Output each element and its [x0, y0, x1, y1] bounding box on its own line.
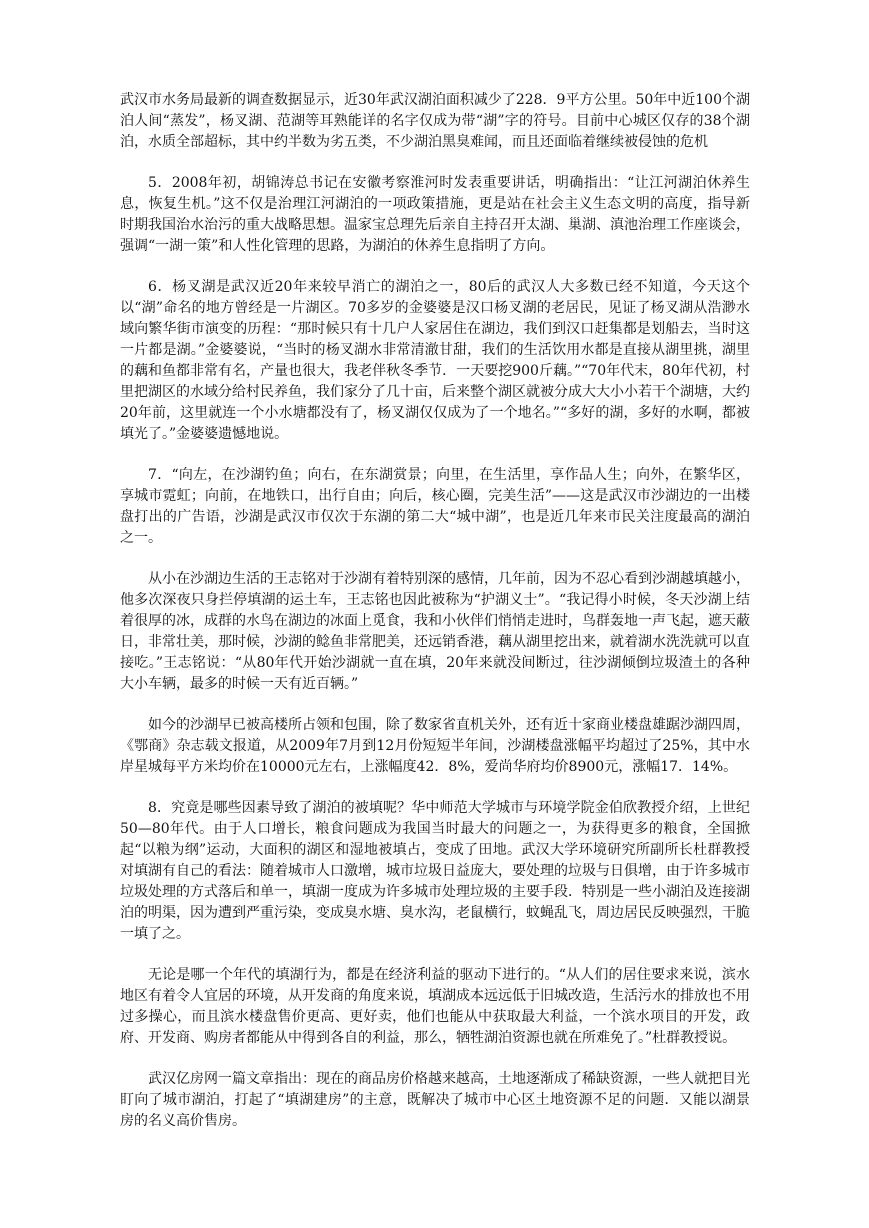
- document-body: [120, 90, 750, 1152]
- paragraph-wang-zhiming: 从小在沙湖边生活的王志铭对于沙湖有着特别深的感情，几年前，因为不忍心看到沙湖越填越小，他多次深夜只身拦停填湖的运土车，王志铭也因此被称为“护湖义士”。“我记得小时候，冬天沙湖上结着很厚的冰，成群的水鸟在湖边的冰面上觅食，我和小伙伴们悄悄走进时，鸟群轰地一声飞起，遮天蔽日，非常壮美，那时候，沙湖的鲶鱼非常肥美，还远销香港，藕从湖里挖出来，就着湖水洗洗就可以直接吃。”王志铭说：“从80年代开始沙湖就一直在填，20年来就没间断过，往沙湖倾倒垃圾渣土的各种大小车辆，最多的时候一天有近百辆。”: [120, 571, 750, 692]
- paragraph-shahu-prices: 如今的沙湖早已被高楼所占领和包围，除了数家省直机关外，还有近十家商业楼盘雄踞沙湖四周，《鄂商》杂志载文报道，从2009年7月到12月份短短半年间，沙湖楼盘涨幅平均超过了25%，其中水岸星城每平方米均价在10000元左右，上涨幅度42．8%，爱尚华府均价8900元，涨幅17．14%。: [120, 717, 750, 775]
- paragraph-6: 6．杨叉湖是武汉近20年来较早消亡的湖泊之一，80后的武汉人大多数已经不知道，今天这个以“湖”命名的地方曾经是一片湖区。70多岁的金婆婆是汉口杨叉湖的老居民，见证了杨叉湖从浩渺水域向繁华街市演变的历程：“那时候只有十几户人家居住在湖边，我们到汉口赶集都是划船去，当时这一片都是湖。”金婆婆说，“当时的杨叉湖水非常清澈甘甜，我们的生活饮用水都是直接从湖里挑，湖里的藕和鱼都非常有名，产量也很大，我老伴秋冬季节．一天要挖900斤藕。”“70年代末，80年代初，村里把湖区的水域分给村民养鱼，我们家分了几十亩，后来整个湖区就被分成大大小小若干个湖塘，大约20年前，这里就连一个小水塘都没有了，杨叉湖仅仅成为了一个地名。”“多好的湖，多好的水啊，都被填光了。”金婆婆遗憾地说。: [120, 279, 750, 442]
- paragraph-yifang-article: 武汉亿房网一篇文章指出：现在的商品房价格越来越高，土地逐渐成了稀缺资源，一些人就把目光盯向了城市湖泊，打起了“填湖建房”的主意，既解决了城市中心区土地资源不足的问题．又能以湖景房的名义高价售房。: [120, 1071, 750, 1129]
- paragraph-economic-drive: 无论是哪一个年代的填湖行为，都是在经济利益的驱动下进行的。“从人们的居住要求来说，滨水地区有着令人宜居的环境，从开发商的角度来说，填湖成本远远低于旧城改造，生活污水的排放也不用过多操心，而且滨水楼盘售价更高、更好卖，他们也能从中获取最大利益，一个滨水项目的开发，政府、开发商、购房者都能从中得到各自的利益，那么，牺牲湖泊资源也就在所难免了。”杜群教授说。: [120, 967, 750, 1046]
- paragraph-7: 7．“向左，在沙湖钓鱼；向右，在东湖赏景；向里，在生活里，享作品人生；向外，在繁华区，享城市霓虹；向前，在地铁口，出行自由；向后，核心圈，完美生活”——这是武汉市沙湖边的一出楼盘打出的广告语，沙湖是武汉市仅次于东湖的第二大“城中湖”，也是近几年来市民关注度最高的湖泊之一。: [120, 467, 750, 546]
- paragraph-5: 5．2008年初，胡锦涛总书记在安徽考察淮河时发表重要讲话，明确指出：“让江河湖泊休养生息，恢复生机。”这不仅是治理江河湖泊的一项政策措施，更是站在社会主义生态文明的高度，指导新时期我国治水治污的重大战略思想。温家宝总理先后亲自主持召开太湖、巢湖、滇池治理工作座谈会，强调“一湖一策”和人性化管理的思路，为湖泊的休养生息指明了方向。: [120, 175, 750, 254]
- paragraph-intro: 武汉市水务局最新的调查数据显示，近30年武汉湖泊面积减少了228．9平方公里。50年中近100个湖泊人间“蒸发”，杨叉湖、范湖等耳熟能详的名字仅成为带“湖”字的符号。目前中心城区仅存的38个湖泊，水质全部超标，其中约半数为劣五类，不少湖泊黑臭难闻，而且还面临着继续被侵蚀的危机: [120, 92, 750, 150]
- paragraph-8: 8．究竟是哪些因素导致了湖泊的被填呢？华中师范大学城市与环境学院金伯欣教授介绍，上世纪50—80年代。由于人口增长，粮食问题成为我国当时最大的问题之一，为获得更多的粮食，全国掀起“以粮为纲”运动，大面积的湖区和湿地被填占，变成了田地。武汉大学环境研究所副所长杜群教授对填湖有自己的看法：随着城市人口激增，城市垃圾日益庞大，要处理的垃圾与日俱增，由于许多城市垃圾处理的方式落后和单一，填湖一度成为许多城市处理垃圾的主要手段．特别是一些小湖泊及连接湖泊的明渠，因为遭到严重污染，变成臭水塘、臭水沟，老鼠横行，蚊蝇乱飞，周边居民反映强烈，干脆一填了之。: [120, 800, 750, 942]
